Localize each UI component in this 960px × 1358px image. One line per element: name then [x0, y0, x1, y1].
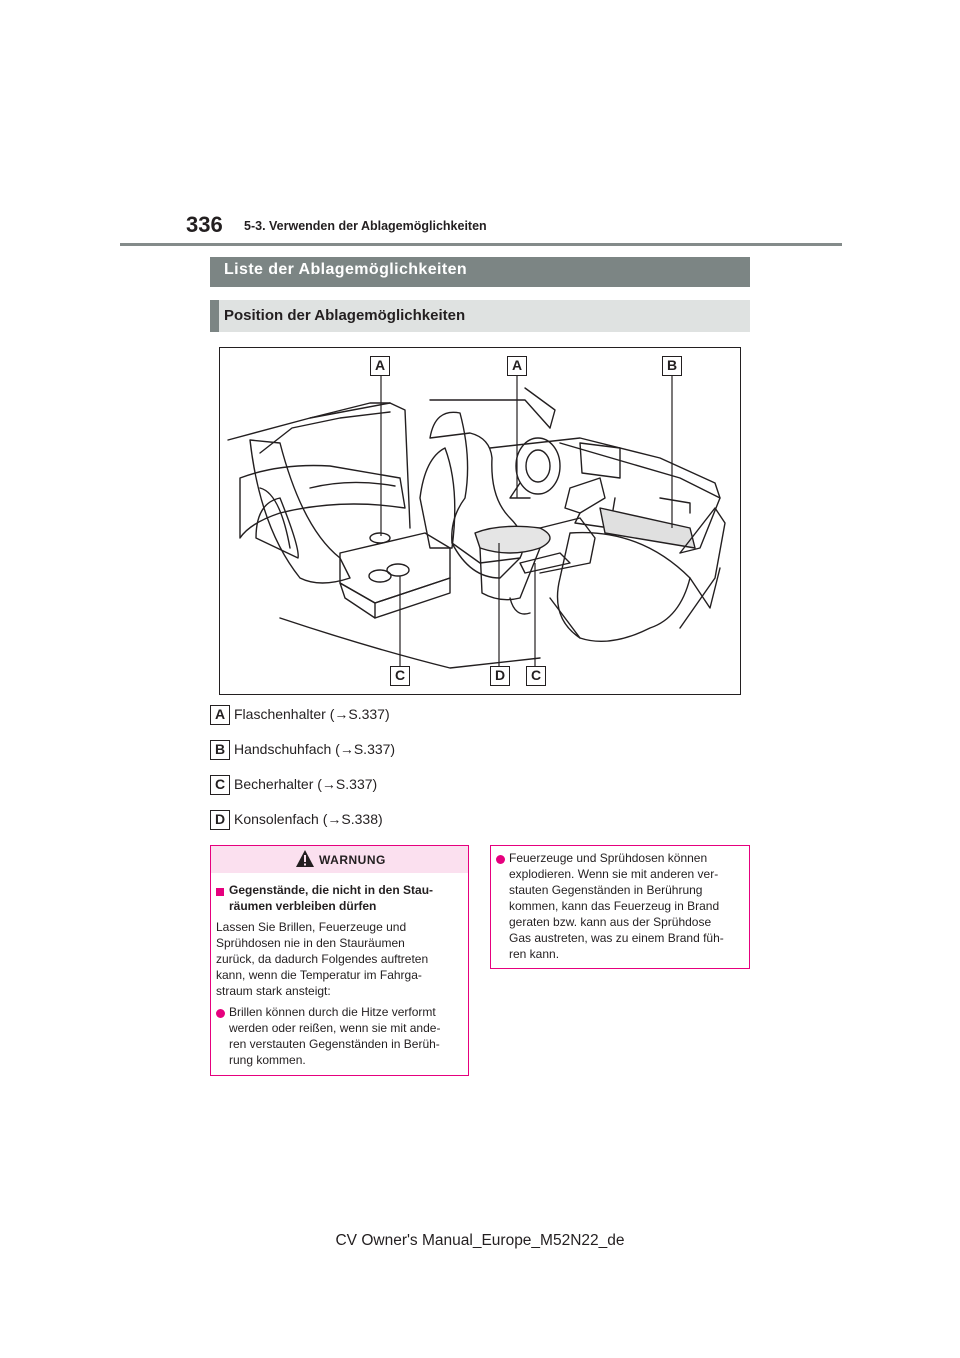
- warning-bullet-line: Gas austreten, was zu einem Brand füh-: [509, 931, 724, 945]
- warning-bullet-line: Feuerzeuge und Sprühdosen können: [509, 851, 708, 865]
- legend-text: Becherhalter (→S.337): [234, 776, 378, 792]
- legend-key: B: [210, 740, 230, 760]
- warning-body-line: kann, wenn die Temperatur im Fahrga-: [216, 968, 422, 982]
- warning-header: [211, 846, 468, 873]
- warning-body-line: zurück, da dadurch Folgendes auftreten: [216, 952, 429, 966]
- callout-d: D: [490, 666, 510, 686]
- warning-bullet-line: ren kann.: [509, 947, 560, 961]
- warning-title: WARNUNG: [319, 853, 386, 867]
- warning-bullet-line: explodieren. Wenn sie mit anderen ver-: [509, 867, 719, 881]
- warning-bullet-line: ren verstauten Gegenständen in Berüh-: [229, 1037, 440, 1051]
- footer-manual-id: CV Owner's Manual_Europe_M52N22_de: [335, 1232, 625, 1249]
- legend-key: A: [210, 705, 230, 725]
- callout-c: C: [526, 666, 546, 686]
- interior-line-drawing: [220, 348, 741, 695]
- round-bullet: [496, 855, 505, 864]
- square-bullet: [216, 888, 224, 896]
- warning-bullet-line: werden oder reißen, wenn sie mit ande-: [229, 1021, 441, 1035]
- warning-box-continued: [490, 845, 750, 969]
- warning-body-line: straum stark ansteigt:: [216, 984, 331, 998]
- warning-subtitle: räumen verbleiben dürfen: [229, 899, 377, 913]
- legend-text: Handschuhfach (→S.337): [234, 741, 396, 757]
- callout-b: B: [662, 356, 682, 376]
- callout-a: A: [370, 356, 390, 376]
- page-number: 336: [186, 212, 223, 237]
- round-bullet: [216, 1009, 225, 1018]
- section-heading: Liste der Ablagemöglichkeiten: [210, 257, 750, 287]
- warning-bullet-line: kommen, kann das Feuerzeug in Brand: [509, 899, 720, 913]
- warning-bullet-line: rung kommen.: [229, 1053, 306, 1067]
- legend-key: D: [210, 810, 230, 830]
- legend-text: Flaschenhalter (→S.337): [234, 706, 390, 722]
- legend-text: Konsolenfach (→S.338): [234, 811, 383, 827]
- warning-bullet-line: stauten Gegenständen in Berührung: [509, 883, 703, 897]
- callout-c: C: [390, 666, 410, 686]
- warning-box: [210, 845, 469, 1076]
- warning-body-line: Lassen Sie Brillen, Feuerzeuge und: [216, 920, 407, 934]
- warning-triangle-icon: [295, 849, 315, 868]
- callout-a: A: [507, 356, 527, 376]
- subsection-heading: Position der Ablagemöglichkeiten: [210, 300, 750, 332]
- vehicle-interior-illustration: [219, 347, 741, 695]
- warning-subtitle: Gegenstände, die nicht in den Stau-: [229, 883, 434, 897]
- section-title: 5-3. Verwenden der Ablagemöglichkeiten: [244, 219, 487, 233]
- warning-bullet-line: geraten bzw. kann aus der Sprühdose: [509, 915, 712, 929]
- legend-key: C: [210, 775, 230, 795]
- header-divider: [120, 243, 842, 246]
- warning-bullet-line: Brillen können durch die Hitze verformt: [229, 1005, 436, 1019]
- warning-body-line: Sprühdosen nie in den Stauräumen: [216, 936, 405, 950]
